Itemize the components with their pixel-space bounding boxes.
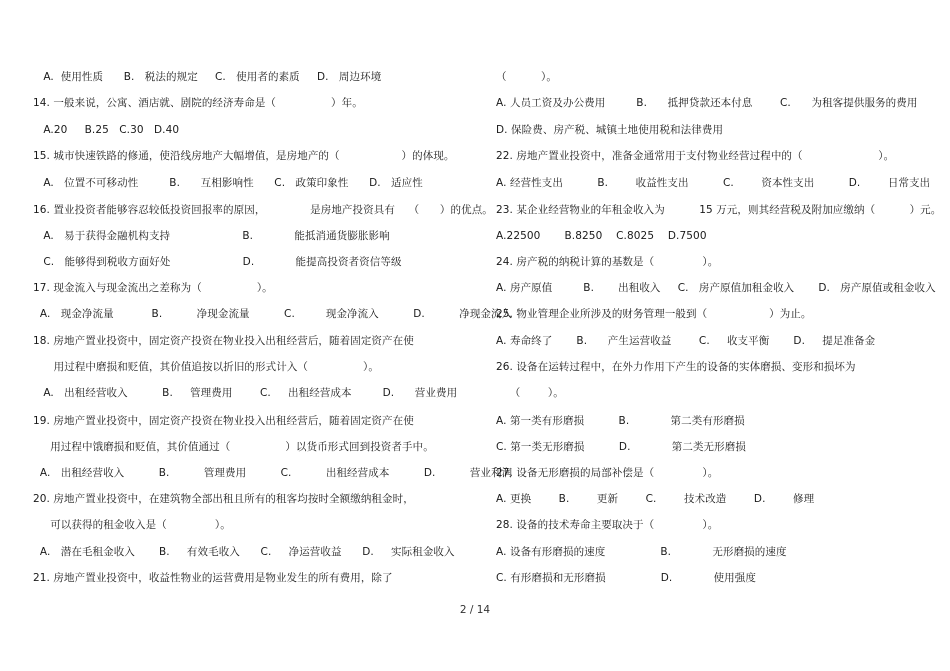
question-14: 14. 一般来说，公寓、酒店就、剧院的经济寿命是（ ）年。 [33,97,363,109]
question-20: 20. 房地产置业投资中，在建筑物全部出租且所有的租客均按时全额缴纳租金时， [33,493,414,505]
text-line: A. 人员工资及办公费用 B. 抵押贷款还本付息 C. 为租客提供服务的费用 [496,97,918,109]
text-line: A. 出租经营收入 B. 管理费用 C. 出租经营成本 D. 营业费用 [33,387,458,399]
text-line: A. 易于获得金融机构支持 B. 能抵消通货膨胀影响 [33,230,390,242]
text-line: C. 有形磨损和无形磨损 D. 使用强度 [496,572,756,584]
text-line: A. 寿命终了 B. 产生运营收益 C. 收支平衡 D. 提足准备金 [496,335,876,347]
question-21: 21. 房地产置业投资中，收益性物业的运营费用是物业发生的所有费用，除了 [33,572,393,584]
text-line: A. 经营性支出 B. 收益性支出 C. 资本性支出 D. 日常支出 [496,177,931,189]
question-28: 28. 设备的技术寿命主要取决于（ ）。 [496,519,719,531]
text-line: （ ）。 [496,387,564,399]
text-line: A. 位置不可移动性 B. 互相影响性 C. 政策印象性 D. 适应性 [33,177,423,189]
question-15: 15. 城市快速铁路的修通，使沿线房地产大幅增值，是房地产的（ ）的体现。 [33,150,455,162]
text-line: A. 设备有形磨损的速度 B. 无形磨损的速度 [496,546,787,558]
text-line: （ ）。 [496,71,557,83]
question-27: 27. 设备无形磨损的局部补偿是（ ）。 [496,467,719,479]
question-23: 23. 某企业经营物业的年租金收入为 15 万元，则其经营税及附加应缴纳（ ）元。 [496,204,942,216]
question-17: 17. 现金流入与现金流出之差称为（ ）。 [33,282,273,294]
question-24: 24. 房产税的纳税计算的基数是（ ）。 [496,256,719,268]
text-line: A. 出租经营收入 B. 管理费用 C. 出租经营成本 D. 营业利润 [33,467,513,479]
text-line: C. 第一类无形磨损 D. 第二类无形磨损 [496,441,746,453]
text-line: A. 现金净流量 B. 净现金流量 C. 现金净流入 D. 净现金流入 [33,308,513,320]
text-line: A. 房产原值 B. 出租收入 C. 房产原值加租金收入 D. 房产原值或租金收入 [496,282,936,294]
question-25: 25. 物业管理企业所涉及的财务管理一般到（ ）为止。 [496,308,812,320]
text-line: 用过程中饿磨损和贬值，其价值通过（ ）以货币形式回到投资者手中。 [33,441,434,453]
text-line: A. 使用性质 B. 税法的规定 C. 使用者的素质 D. 周边环境 [33,71,382,83]
question-18: 18. 房地产置业投资中，固定资产投资在物业投入出租经营后，随着固定资产在使 [33,335,414,347]
question-22: 22. 房地产置业投资中，准备金通常用于支付物业经营过程中的（ ）。 [496,150,895,162]
text-line: A. 第一类有形磨损 B. 第二类有形磨损 [496,415,745,427]
text-line: A.20 B.25 C.30 D.40 [33,124,180,136]
text-line: D. 保险费、房产税、城镇土地使用税和法律费用 [496,124,724,136]
question-26: 26. 设备在运转过程中，在外力作用下产生的设备的实体磨损、变形和损坏为 [496,361,856,373]
question-16: 16. 置业投资者能够容忍较低投资回报率的原因， 是房地产投资具有 （ ）的优点。 [33,204,493,216]
text-line: C. 能够得到税收方面好处 D. 能提高投资者资信等级 [33,256,402,268]
text-line: 用过程中磨损和贬值，其价值追按以折旧的形式计入（ ）。 [33,361,379,373]
text-line: A. 潜在毛租金收入 B. 有效毛收入 C. 净运营收益 D. 实际租金收入 [33,546,455,558]
text-line: A.22500 B.8250 C.8025 D.7500 [496,230,707,242]
text-line: A. 更换 B. 更新 C. 技术改造 D. 修理 [496,493,815,505]
text-line: 可以获得的租金收入是（ ）。 [33,519,231,531]
page-number: 2 / 14 [459,604,491,616]
question-19: 19. 房地产置业投资中，固定资产投资在物业投入出租经营后，随着固定资产在使 [33,415,414,427]
